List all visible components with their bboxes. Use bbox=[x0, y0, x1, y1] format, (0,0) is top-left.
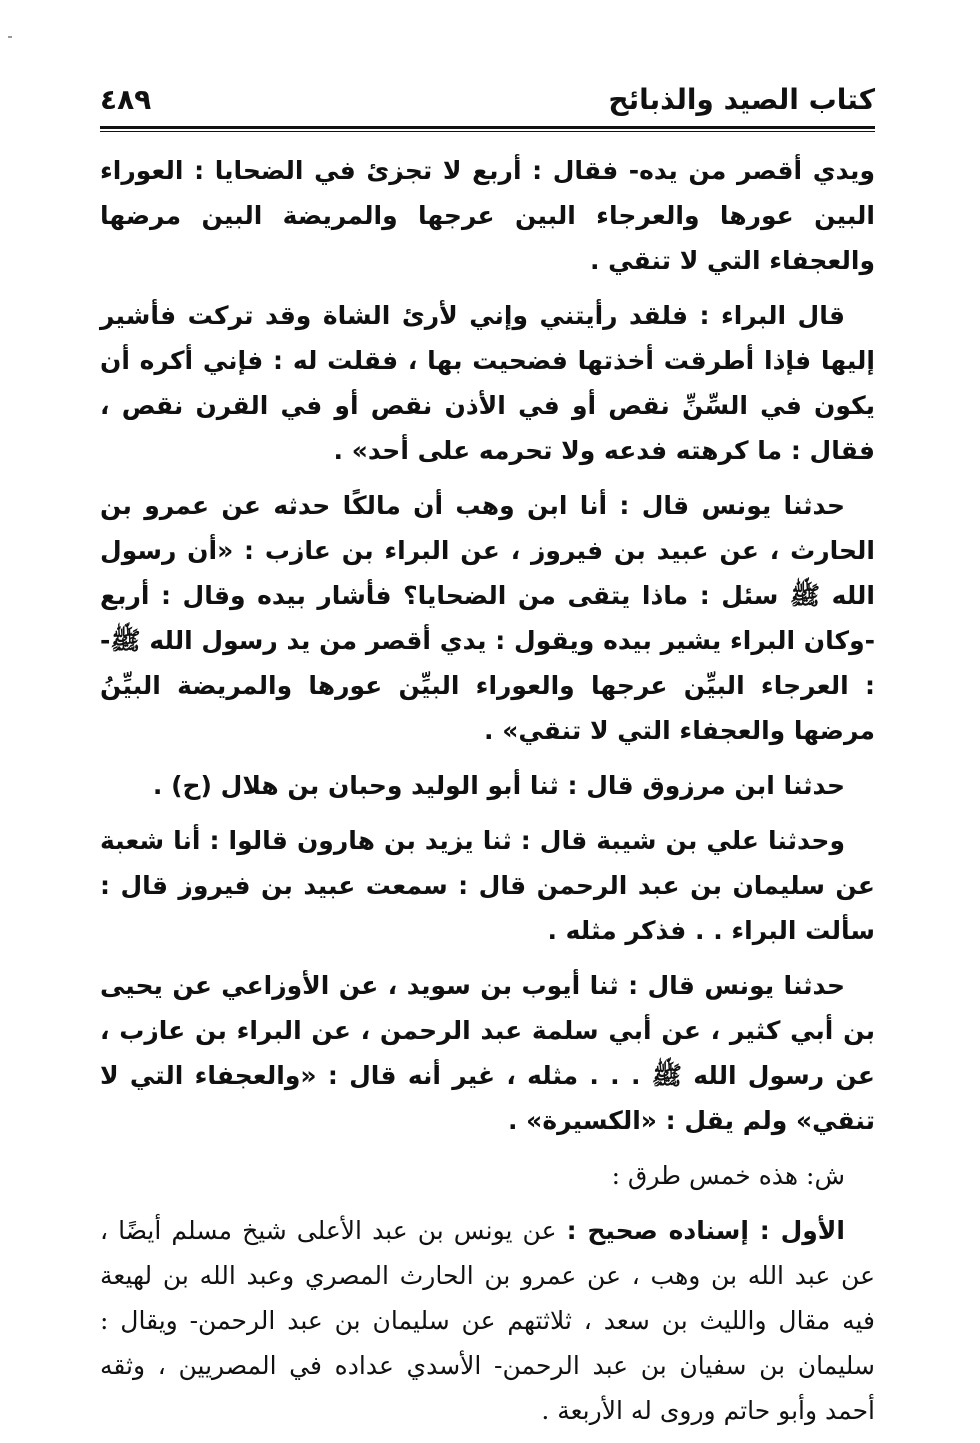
paragraph-commentary-first bbox=[100, 1208, 875, 1433]
page-body bbox=[100, 148, 875, 1443]
paragraph-hadith-yunus-1: حدثنا يونس قال : أنا ابن وهب أن مالكًا حدثه عن عمرو بن الحارث ، عن عبيد بن فيروز ، عن البراء بن عازب : «أن رسول الله ﷺ سئل : ماذا يتقى من الضحايا؟ فأشار بيده وقال : أربع -وكان البراء يشير بيده ويقول : يدي أقصر من يد رسول الله ﷺ- : العرجاء البيِّن عرجها والعوراء البيِّن عورها والمريضة البيِّنُ مرضها والعجفاء التي لا تنقي» . bbox=[100, 491, 875, 745]
paragraph-continuation: ويدي أقصر من يده- فقال : أربع لا تجزئ في الضحايا : العوراء البين عورها والعرجاء البين عرجها والمريضة البين مرضها والعجفاء التي لا تنقي . bbox=[100, 156, 875, 275]
paragraph-hadith-marzuq: حدثنا ابن مرزوق قال : ثنا أبو الوليد وحبان بن هلال (ح) . bbox=[152, 771, 845, 800]
page-number: ٤٨٩ bbox=[100, 83, 152, 116]
running-header bbox=[100, 78, 875, 122]
header-rule-thick bbox=[100, 126, 875, 129]
chapter-title: كتاب الصيد والذبائح bbox=[608, 83, 875, 116]
paragraph-commentary-intro: ش: هذه خمس طرق : bbox=[611, 1161, 845, 1190]
commentary-lead: الأول : إسناده صحيح : bbox=[566, 1216, 845, 1245]
paragraph-bara-statement: قال البراء : فلقد رأيتني وإني لأرئ الشاة وقد تركت فأشير إليها فإذا أطرقت أخذتها فضحيت بها ، فقلت له : فإني أكره أن يكون في السِّنِّ نقص أو في الأذن نقص أو في القرن نقص ، فقال : ما كرهته فدعه ولا تحرمه على أحد» . bbox=[100, 301, 875, 465]
commentary-text: عن يونس بن عبد الأعلى شيخ مسلم أيضًا ، عن عبد الله بن وهب ، عن عمرو بن الحارث المصري وعبد الله بن لهيعة فيه مقال والليث بن سعد ، ثلاثتهم عن سليمان بن عبد الرحمن- ويقال : سليمان بن سفيان بن عبد الرحمن- الأسدي عداده في المصريين ، وثقه أحمد وأبو حاتم وروى له الأربعة . bbox=[100, 1216, 876, 1425]
header-rule-thin bbox=[100, 131, 875, 132]
scan-speck bbox=[8, 36, 12, 38]
paragraph-hadith-yunus-2: حدثنا يونس قال : ثنا أيوب بن سويد ، عن الأوزاعي عن يحيى بن أبي كثير ، عن أبي سلمة عبد الرحمن ، عن البراء بن عازب ، عن رسول الله ﷺ . . . مثله ، غير أنه قال : «والعجفاء التي لا تنقي» ولم يقل : «الكسيرة» . bbox=[100, 971, 875, 1135]
paragraph-hadith-shaiba: وحدثنا علي بن شيبة قال : ثنا يزيد بن هارون قالوا : أنا شعبة عن سليمان بن عبد الرحمن قال : سمعت عبيد بن فيروز قال : سألت البراء . . فذكر مثله . bbox=[100, 826, 875, 945]
